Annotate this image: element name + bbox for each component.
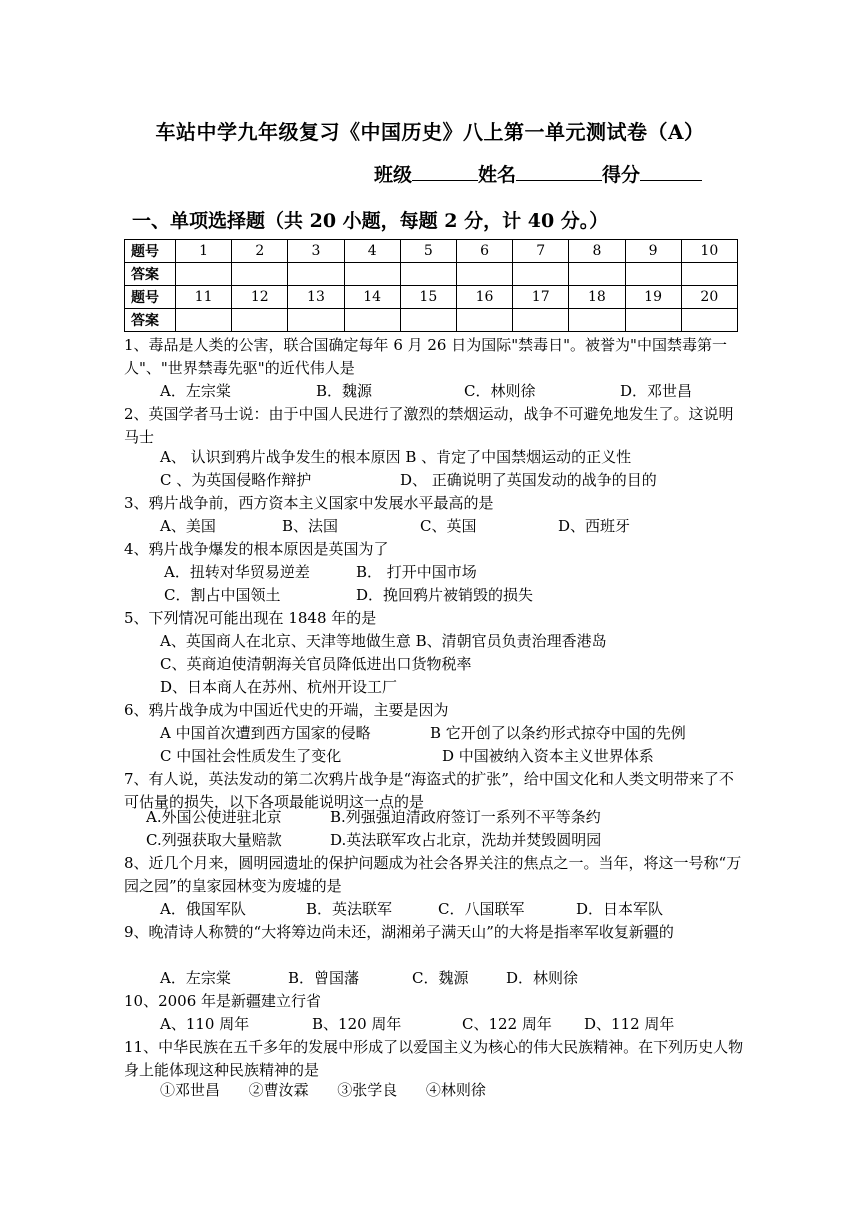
question-number: 3	[288, 240, 344, 263]
q9-option-d[interactable]: D．林则徐	[506, 969, 579, 987]
question-10-stem: 10、2006 年是新疆建立行省	[124, 992, 322, 1010]
answer-cell[interactable]	[625, 263, 681, 286]
answer-row	[125, 309, 738, 332]
q8-option-d[interactable]: D．日本军队	[576, 900, 664, 918]
question-number: 2	[232, 240, 288, 263]
q1-option-c[interactable]: C．林则徐	[464, 382, 536, 400]
q4-option-d[interactable]: D．挽回鸦片被销毁的损失	[356, 586, 534, 604]
answer-cell[interactable]	[569, 309, 625, 332]
class-blank[interactable]	[412, 162, 478, 181]
question-11-stem: 11、中华民族在五千多年的发展中形成了以爱国主义为核心的伟大民族精神。在下列历史人物身上能体现这种民族精神的是	[124, 1038, 744, 1079]
answer-cell[interactable]	[400, 309, 456, 332]
q6-option-a[interactable]: A 中国首次遭到西方国家的侵略	[160, 724, 371, 742]
answer-table	[124, 239, 738, 332]
answer-cell[interactable]	[513, 263, 569, 286]
question-number: 20	[681, 286, 737, 309]
answer-cell[interactable]	[400, 263, 456, 286]
answer-cell[interactable]	[288, 309, 344, 332]
q7-option-d[interactable]: D.英法联军攻占北京，洗劫并焚毁圆明园	[330, 831, 602, 849]
score-blank[interactable]	[640, 162, 702, 181]
q10-option-d[interactable]: D、112 周年	[584, 1015, 675, 1033]
q4-option-b[interactable]: B． 打开中国市场	[356, 563, 477, 581]
question-number: 7	[513, 240, 569, 263]
answer-cell[interactable]	[681, 309, 737, 332]
answer-cell[interactable]	[232, 263, 288, 286]
q9-option-a[interactable]: A．左宗棠	[160, 969, 231, 987]
q7-option-c[interactable]: C.列强获取大量赔款	[146, 831, 282, 849]
q2-options-ab[interactable]: A、 认识到鸦片战争发生的根本原因 B 、肯定了中国禁烟运动的正义性	[160, 448, 632, 466]
question-number: 12	[232, 286, 288, 309]
q4-option-a[interactable]: A．扭转对华贸易逆差	[164, 563, 310, 581]
question-9-stem: 9、晚清诗人称赞的“大将筹边尚未还，湖湘弟子满天山”的大将是指率军收复新疆的	[124, 923, 674, 941]
question-number: 16	[456, 286, 512, 309]
q5-options-ab[interactable]: A、英国商人在北京、天津等地做生意 B、清朝官员负责治理香港岛	[160, 632, 607, 650]
question-6-stem: 6、鸦片战争成为中国近代史的开端，主要是因为	[124, 701, 449, 719]
q2-option-c[interactable]: C 、为英国侵略作辩护	[160, 471, 312, 489]
q1-option-d[interactable]: D．邓世昌	[620, 382, 693, 400]
question-number-row	[125, 286, 738, 309]
q10-option-a[interactable]: A、110 周年	[160, 1015, 250, 1033]
answer-cell[interactable]	[456, 263, 512, 286]
answer-cell[interactable]	[513, 309, 569, 332]
question-number: 1	[176, 240, 232, 263]
question-number: 17	[513, 286, 569, 309]
name-blank[interactable]	[516, 162, 602, 181]
question-8-stem: 8、近几个月来，圆明园遗址的保护问题成为社会各界关注的焦点之一。当年，将这一号称“万园之园”的皇家园林变为废墟的是	[124, 854, 742, 895]
question-number: 8	[569, 240, 625, 263]
row-label: 题号	[125, 286, 176, 309]
question-number: 6	[456, 240, 512, 263]
question-number: 5	[400, 240, 456, 263]
question-number-row	[125, 240, 738, 263]
question-number: 11	[176, 286, 232, 309]
row-label: 答案	[125, 263, 176, 286]
question-number: 13	[288, 286, 344, 309]
question-number: 4	[344, 240, 400, 263]
q5-option-c[interactable]: C、英商迫使清朝海关官员降低进出口货物税率	[160, 655, 472, 673]
answer-cell[interactable]	[625, 309, 681, 332]
q9-option-b[interactable]: B．曾国藩	[288, 969, 360, 987]
section-heading: 一、单项选择题（共 20 小题，每题 2 分，计 40 分。）	[132, 210, 609, 232]
class-label: 班级	[374, 164, 413, 186]
answer-cell[interactable]	[176, 309, 232, 332]
answer-row	[125, 263, 738, 286]
answer-cell[interactable]	[681, 263, 737, 286]
q10-option-b[interactable]: B、120 周年	[312, 1015, 402, 1033]
exam-title: 车站中学九年级复习《中国历史》八上第一单元测试卷（A）	[155, 120, 705, 144]
q3-option-b[interactable]: B、法国	[282, 517, 339, 535]
answer-cell[interactable]	[344, 309, 400, 332]
student-info-line	[374, 160, 702, 187]
q7-option-b[interactable]: B.列强强迫清政府签订一系列不平等条约	[330, 808, 601, 826]
q1-option-a[interactable]: A．左宗棠	[160, 382, 231, 400]
question-4-stem: 4、鸦片战争爆发的根本原因是英国为了	[124, 540, 389, 558]
q2-option-d[interactable]: D、 正确说明了英国发动的战争的目的	[400, 471, 657, 489]
q9-option-c[interactable]: C．魏源	[412, 969, 469, 987]
q1-option-b[interactable]: B．魏源	[316, 382, 373, 400]
question-1-stem: 1、毒品是人类的公害，联合国确定每年 6 月 26 日为国际"禁毒日"。被誉为"中国禁毒第一人"、"世界禁毒先驱"的近代伟人是	[124, 336, 727, 377]
score-label: 得分	[602, 164, 641, 186]
q3-option-d[interactable]: D、西班牙	[558, 517, 631, 535]
question-number: 18	[569, 286, 625, 309]
q6-option-d[interactable]: D 中国被纳入资本主义世界体系	[442, 747, 654, 765]
q4-option-c[interactable]: C．割占中国领土	[164, 586, 281, 604]
question-5-stem: 5、下列情况可能出现在 1848 年的是	[124, 609, 377, 627]
q8-option-b[interactable]: B．英法联军	[306, 900, 393, 918]
question-3-stem: 3、鸦片战争前，西方资本主义国家中发展水平最高的是	[124, 494, 494, 512]
row-label: 答案	[125, 309, 176, 332]
q8-option-c[interactable]: C．八国联军	[438, 900, 525, 918]
row-label: 题号	[125, 240, 176, 263]
q6-option-b[interactable]: B 它开创了以条约形式掠夺中国的先例	[430, 724, 686, 742]
answer-cell[interactable]	[344, 263, 400, 286]
name-label: 姓名	[478, 164, 517, 186]
question-number: 14	[344, 286, 400, 309]
q11-items: ①邓世昌 ②曹汝霖 ③张学良 ④林则徐	[160, 1081, 486, 1099]
question-7-stem: 7、有人说，英法发动的第二次鸦片战争是“海盗式的扩张”，给中国文化和人类文明带来了不可估量的损失，以下各项最能说明这一点的是	[124, 770, 734, 811]
q6-option-c[interactable]: C 中国社会性质发生了变化	[160, 747, 342, 765]
answer-cell[interactable]	[569, 263, 625, 286]
answer-cell[interactable]	[176, 263, 232, 286]
q5-option-d[interactable]: D、日本商人在苏州、杭州开设工厂	[160, 678, 398, 696]
q3-option-c[interactable]: C、英国	[420, 517, 477, 535]
question-number: 10	[681, 240, 737, 263]
q8-option-a[interactable]: A．俄国军队	[160, 900, 246, 918]
answer-cell[interactable]	[456, 309, 512, 332]
question-number: 15	[400, 286, 456, 309]
answer-cell[interactable]	[232, 309, 288, 332]
question-2-stem: 2、英国学者马士说：由于中国人民进行了激烈的禁烟运动，战争不可避免地发生了。这说明马士	[124, 405, 734, 446]
q10-option-c[interactable]: C、122 周年	[462, 1015, 552, 1033]
q3-option-a[interactable]: A、美国	[160, 517, 216, 535]
q7-option-a[interactable]: A.外国公使进驻北京	[146, 808, 282, 826]
answer-cell[interactable]	[288, 263, 344, 286]
question-number: 9	[625, 240, 681, 263]
question-number: 19	[625, 286, 681, 309]
